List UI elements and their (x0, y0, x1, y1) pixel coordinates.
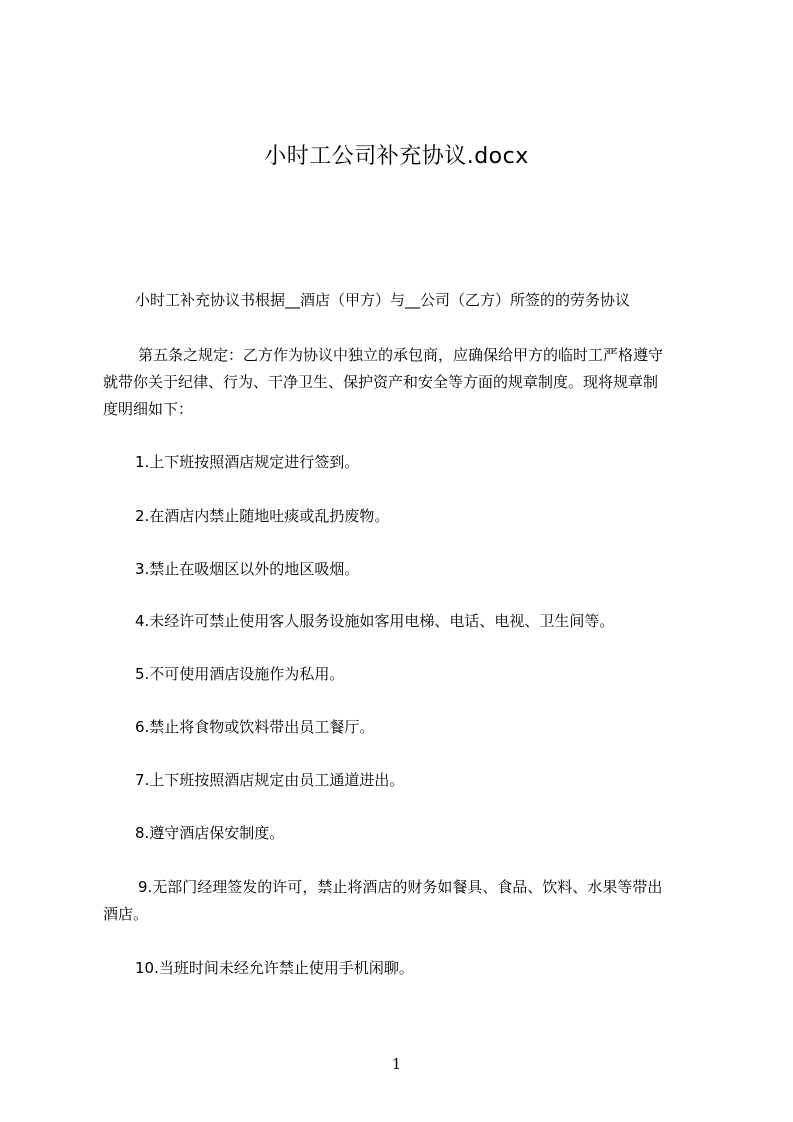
rule-item-3: 3.禁止在吸烟区以外的地区吸烟。 (135, 560, 360, 578)
article-line-3: 度明细如下： (103, 400, 194, 418)
page-number: 1 (391, 1055, 402, 1073)
rule-item-6: 6.禁止将食物或饮料带出员工餐厅。 (135, 718, 375, 736)
rule-item-7: 7.上下班按照酒店规定由员工通道进出。 (135, 771, 405, 789)
rule-item-1: 1.上下班按照酒店规定进行签到。 (135, 453, 360, 471)
article-line-1: 第五条之规定：乙方作为协议中独立的承包商，应确保给甲方的临时工严格遵守 (138, 346, 664, 364)
rule-9-line-2: 酒店。 (103, 905, 149, 923)
rule-item-8: 8.遵守酒店保安制度。 (135, 824, 285, 842)
article-paragraph (103, 342, 703, 423)
rule-item-10: 10.当班时间未经允许禁止使用手机闲聊。 (135, 959, 414, 977)
document-title: 小时工公司补充协议.docx (264, 144, 529, 169)
article-line-2: 就带你关于纪律、行为、干净卫生、保护资产和安全等方面的规章制度。现将规章制 (103, 373, 659, 391)
rule-9-line-1: 9.无部门经理签发的许可，禁止将酒店的财务如餐具、食品、饮料、水果等带出 (138, 878, 663, 896)
rule-item-9 (103, 874, 703, 928)
rule-item-5: 5.不可使用酒店设施作为私用。 (135, 665, 345, 683)
intro-paragraph: 小时工补充协议书根据__酒店（甲方）与__公司（乙方）所签的的劳务协议 (135, 291, 631, 309)
rule-item-4: 4.未经许可禁止使用客人服务设施如客用电梯、电话、电视、卫生间等。 (135, 612, 615, 630)
rule-item-2: 2.在酒店内禁止随地吐痰或乱扔废物。 (135, 507, 390, 525)
